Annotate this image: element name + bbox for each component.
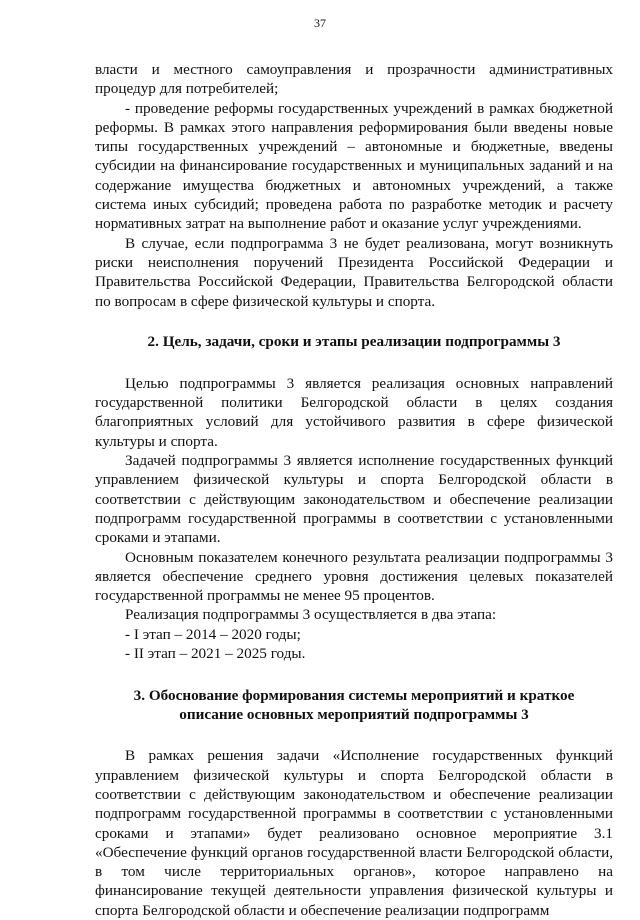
document-body <box>95 60 613 920</box>
page-number: 37 <box>314 16 326 30</box>
paragraph-measures: В рамках решения задачи «Исполнение государственных функций управлением физической культуры и спорта Белгородской области в соответствии с действующим законодательством и обеспечение реализации подпрограмм государственной программы в соответствии с установленными сроками и этапами» будет реализовано основное мероприятие 3.1 «Обеспечение функций органов государственной власти Белгородской области, в том числе территориальных органов», которое направлено на финансирование текущей деятельности управления физической культуры и спорта Белгородской области и обеспечение реализации подпрограмм <box>95 747 613 919</box>
paragraph-risks: В случае, если подпрограмма 3 не будет реализована, могут возникнуть риски неисполнения поручений Президента Российской Федерации и Правительства Российской Федерации, Правительства Белгородской области по вопросам в сфере физической культуры и спорта. <box>95 234 613 310</box>
paragraph-task: Задачей подпрограммы 3 является исполнение государственных функций управлением физической культуры и спорта Белгородской области в соответствии с действующим законодательством и обеспечение реализации подпрограмм государственной программы в соответствии с установленными сроками и этапами. <box>95 452 613 547</box>
paragraph-reform-item: - проведение реформы государственных учреждений в рамках бюджетной реформы. В рамках этого направления реформирования были введены новые типы государственных учреждений – автономные и бюджетные, введены субсидии на финансирование государственных и муниципальных заданий и на содержание имущества бюджетных и автономных учреждений, а также система иных субсидий; проведена работа по разработке методик и расчету нормативных затрат на выполнение работ и оказание услуг учреждениями. <box>95 99 613 233</box>
stage-1-item: - I этап – 2014 – 2020 годы; <box>125 625 301 643</box>
paragraph-stages-intro: Реализация подпрограммы 3 осуществляется в два этапа: <box>125 606 497 624</box>
paragraph-indicator: Основным показателем конечного результата реализации подпрограммы 3 является обеспечение среднего уровня достижения целевых показателей государственной программы не менее 95 процентов. <box>95 548 613 605</box>
section-2-heading: 2. Цель, задачи, сроки и этапы реализации подпрограммы 3 <box>147 332 561 350</box>
paragraph-continuation: власти и местного самоуправления и прозрачности административных процедур для потребителей; <box>95 61 613 98</box>
stage-2-item: - II этап – 2021 – 2025 годы. <box>125 645 306 663</box>
section-3-heading-line-2: описание основных мероприятий подпрограммы 3 <box>179 706 529 724</box>
paragraph-goal: Целью подпрограммы 3 является реализация основных направлений государственной политики Белгородской области в целях создания благоприятных условий для устойчивого развития в сфере физической культуры и спорта. <box>95 374 613 450</box>
section-3-heading-line-1: 3. Обоснование формирования системы мероприятий и краткое <box>133 687 575 705</box>
